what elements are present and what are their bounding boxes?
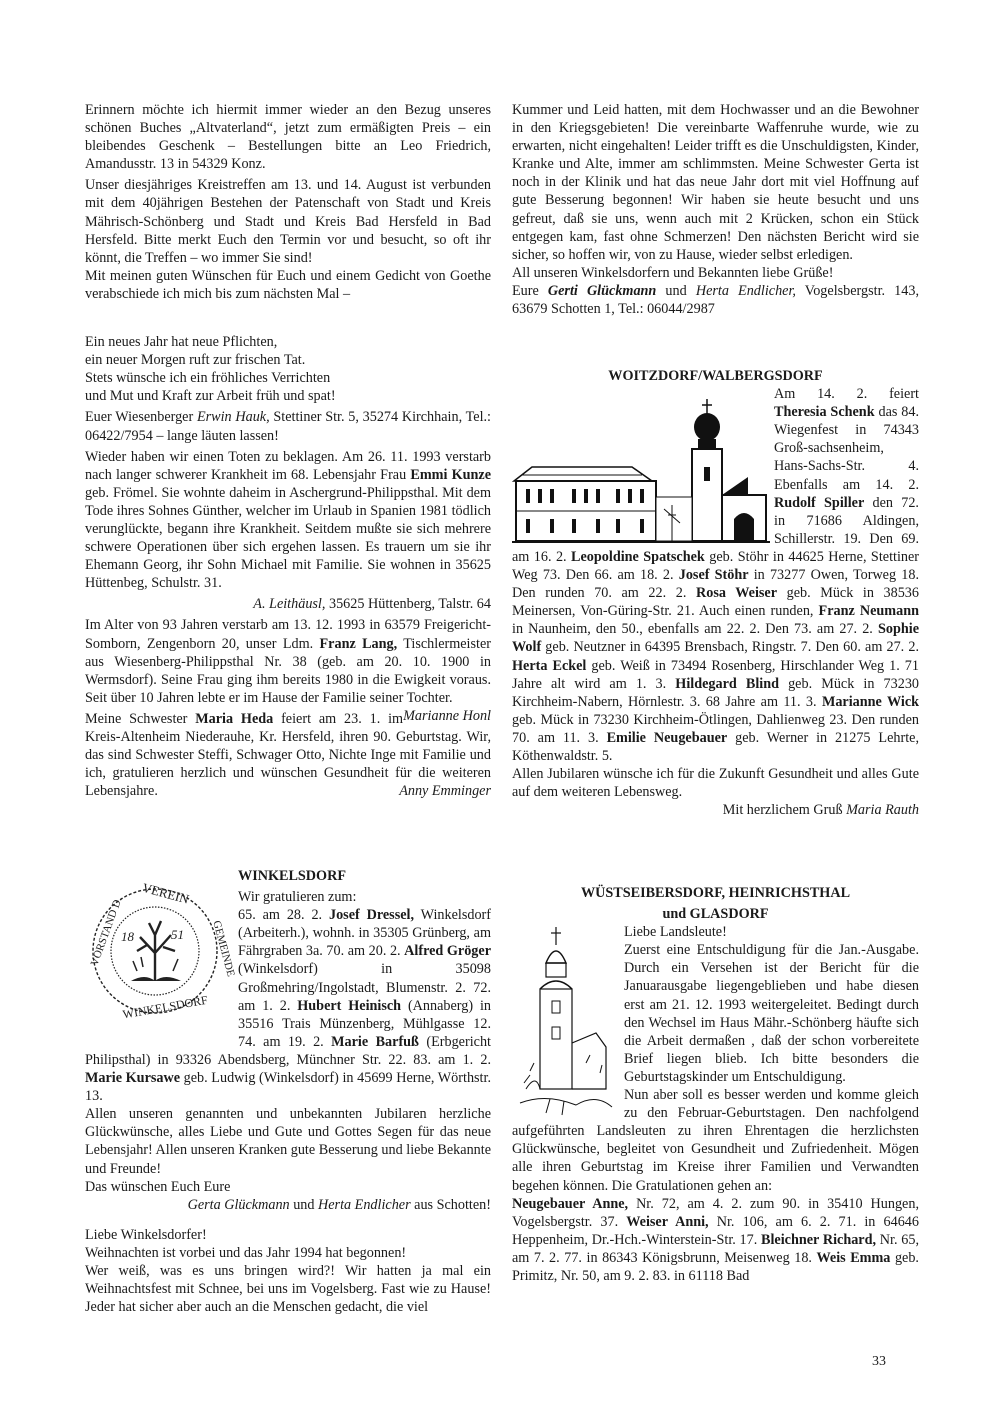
paragraph-meeting: Unser diesjähriges Kreistreffen am 13. und 14. August ist verbunden mit dem 40jährigen Bestehen der Patenschaft von Stadt und Kreis Mährisch-Schönberg und Stadt und Kreis Bad Hersfeld in Bad Hersfeld. Bitte merkt Euch den Termin vor und besucht, so oft ihr könnt, die Treffen – wo immer Sie sind! bbox=[85, 177, 491, 266]
poem-line: Ein neues Jahr hat neue Pflichten, bbox=[85, 334, 278, 351]
church-icon bbox=[512, 385, 770, 545]
winkelsdorf-seal bbox=[85, 873, 237, 1033]
letter-line: Weihnachten ist vorbei und das Jahr 1994 hat begonnen! bbox=[85, 1244, 407, 1261]
goethe-poem bbox=[85, 333, 491, 405]
woitzdorf-section bbox=[512, 367, 919, 822]
seal-icon bbox=[85, 873, 237, 1023]
paragraph-greetings: All unseren Winkelsdorfern und Bekannten liebe Grüße! bbox=[512, 264, 834, 281]
poem-line: ein neuer Morgen ruft zur frischen Tat. bbox=[85, 352, 306, 369]
signature-hauk: Euer Wiesenberger Erwin Hauk, Stettiner Str. 5, 35274 Kirchhain, Tel.: 06422/7954 – lange läuten lassen! bbox=[85, 409, 491, 444]
winkelsdorf-birthdays: Wir gratulieren zum: 65. am 28. 2. Josef Dressel, Winkelsdorf (Arbeiterh.), wohnh. in 35305 Grünberg, am Fährgraben 3a. 70. am 20. 2. Alfred Gröger (Winkelsdorf) in 35098 Großmehring/Ingolstadt, Blumenstr. 2. 72. am 1. 2. Hubert Heinisch (Annaberg) in 35516 Trais Münzenberg, Mühlgasse 12. 74. am 19. 2. Marie Barfuß (Erbgericht Philipsthal) in 93326 Abendsberg, Münchner Str. 22. 83. am 1. 2. Marie Kursawe geb. Ludwig (Winkelsdorf) in 45699 Herne, Wörthstr. 13. bbox=[85, 889, 491, 1105]
svg-text:WINKELSDORF: WINKELSDORF bbox=[121, 992, 209, 1022]
paragraph-farewell: Mit meinen guten Wünschen für Euch und einem Gedicht von Goethe verabschiede ich mich bis zum nächsten Mal – bbox=[85, 267, 491, 302]
church-illustration bbox=[512, 385, 770, 545]
woitzdorf-heading: WOITZDORF/WALBERGSDORF bbox=[608, 368, 823, 384]
svg-text:GEMEINDE: GEMEINDE bbox=[210, 919, 237, 978]
signature-leithaeusl: A. Leithäusl, 35625 Hüttenberg, Talstr. 64 bbox=[253, 596, 491, 613]
wuest-heading-1: WÜSTSEIBERSDORF, HEINRICHSTHAL bbox=[580, 885, 851, 901]
tower-illustration bbox=[516, 923, 616, 1119]
letter-body: Wer weiß, was es uns bringen wird?! Wir hatten ja mal ein Weihnachtsfest mit Schnee, bei uns im Vogelsberg. Fast wie zu Hause! Jeder hat sicher aber auch an die Menschen gedacht, die viel bbox=[85, 1262, 491, 1316]
wuestseibersdorf-section bbox=[512, 884, 919, 1285]
winkelsdorf-signature: Gerta Glückmann und Herta Endlicher aus Schotten! bbox=[187, 1196, 491, 1213]
wuest-heading-2: und GLASDORF bbox=[662, 906, 769, 923]
left-column-top bbox=[85, 101, 491, 803]
signature-glueckmann: Eure Gerti Glückmann und Herta Endlicher, Vogelsbergstr. 143, 63679 Schotten 1, Tel.: 06044/2987 bbox=[512, 282, 919, 318]
paragraph-book: Erinnern möchte ich hiermit immer wieder an den Bezug unseres schönen Buches „Altvaterland“, jetzt zum ermäßigten Preis – ein bleibendes Geschenk – Bestellungen bitte an Leo Friedrich, Amandusstr. 13 in 54329 Konz. bbox=[85, 102, 491, 173]
letter-greeting: Liebe Winkelsdorfer! bbox=[85, 1226, 207, 1243]
winkelsdorf-section bbox=[85, 867, 491, 1316]
wuest-apology: Zuerst eine Entschuldigung für die Jan.-Ausgabe. Durch ein Versehen ist der Bericht für die Januarausgabe liegengeblieben und habe diesen erst am 21. 12. 1993 weitergeleitet. Bedingt durch den Wechsel im Haus Mähr.-Schönberg häufte sich die Arbeit dermaßen , daß der schon vorbereitete Brief liegen blieb. Ich bitte besonders die Geburtstagskinder um Entschuldigung. bbox=[624, 942, 919, 1085]
page-number: 33 bbox=[872, 1354, 886, 1369]
signature-rauth: Mit herzlichem Gruß Maria Rauth bbox=[722, 802, 919, 819]
birthday-heda: Meine Schwester Maria Heda feiert am 23. 1. im Kreis-Altenheim Niederauhe, Kr. Hersfeld, ihren 90. Geburtstag. Wir, das sind Schwester Steffi, Schwager Otto, Nichte Inge mit Familie und ich, gratulieren herzlich und wünschen Gesundheit für die weiteren Lebensjahre. Anny Emminger bbox=[85, 710, 491, 800]
svg-text:18: 18 bbox=[121, 929, 134, 944]
poem-line: Stets wünsche ich ein fröhliches Verrichten bbox=[85, 370, 331, 387]
svg-text:VEREIN: VEREIN bbox=[140, 879, 191, 907]
wuest-greeting: Liebe Landsleute! bbox=[624, 924, 727, 941]
paragraph-hochwasser: Kummer und Leid hatten, mit dem Hochwasser und an die Bewohner in den Kriegsgebieten! Die vereinbarte Waffenruhe wurde, wie zu erwarten, nicht eingehalten! Leider trifft es die Unschuldigsten, Kinder, Kranke und Alte, immer am schlimmsten. Meine Schwester Gerta ist noch in der Klinik und hat das neue Jahr dort mit viel Hoffnung auf gute Besserung begonnen! Wir haben sie heute besucht und uns gefreut, daß sie uns, wenn auch mit 2 Krücken, schon ein Stück entgegen kam, fast ohne Schmerzen! Den nächsten Bericht wird sie sicher, so hoffen wir, von zu Hause, wieder selbst erledigen. bbox=[512, 102, 919, 263]
right-column-top bbox=[512, 101, 919, 318]
woitzdorf-birthdays: Am 14. 2. feiert Theresia Schenk das 84. Wiegenfest in 74343 Groß-sachsenheim, Hans-Sachs-Str. 4. Ebenfalls am 14. 2. Rudolf Spiller den 72. in 71686 Aldingen, Schillerstr. 19. Den 69. am 16. 2. Leopoldine Spatschek geb. Stöhr in 44625 Herne, Stettiner Weg 73. Den 66. am 18. 2. Josef Stöhr in 73277 Owen, Torweg 18. Den runden 70. am 22. 2. Rosa Weiser geb. Mück in 38536 Meinersen, Von-Güring-Str. 21. Auch einen runden, Franz Neumann in Naunheim, den 50., ebenfalls am 22. 2. Den 73. am 27. 2. Sophie Wolf geb. Neutzner in 64395 Brensbach, Ringstr. 7. Den 60. am 27. 2. Herta Eckel geb. Weiß in 73494 Rosenberg, Hirschlander Weg 1. 71 Jahre alt wird am 1. 3. Hildegard Blind geb. Mück in 73230 Kirchheim-Nabern, Hörnlestr. 3. 68 Jahre am 11. 3. Marianne Wick geb. Mück in 73230 Kirchheim-Ötlingen, Dahlienweg 23. Den runden 70. am 11. 3. Emilie Neugebauer geb. Werner in 21275 Lehrte, Köthenwaldstr. 5. bbox=[512, 386, 920, 764]
tower-icon bbox=[516, 923, 616, 1119]
winkelsdorf-wishes: Allen unseren genannten und unbekannten Jubilaren herzliche Glückwünsche, alles Liebe und Gute und Gottes Segen für das neue Lebensjahr! Allen unseren Kranken gute Besserung und liebe Bekannte und Freunde! bbox=[85, 1106, 491, 1177]
wuest-birthdays: Neugebauer Anne, Nr. 72, am 4. 2. zum 90. in 35410 Hungen, Vogelsbergstr. 37. Weiser Anni, Nr. 106, am 6. 2. 71. in 64646 Heppenheim, Dr.-Hch.-Winterstein-Str. 17. Bleichner Richard, Nr. 65, am 7. 2. 77. in 86343 Königsbrunn, Meisenweg 18. Weis Emma geb. Primitz, Nr. 50, am 9. 2. 83. in 61118 Bad bbox=[512, 1195, 919, 1284]
poem-line: und Mut und Kraft zur Arbeit früh und spat! bbox=[85, 388, 336, 405]
svg-text:VORSTAND D.: VORSTAND D. bbox=[88, 895, 125, 968]
winkelsdorf-from: Das wünschen Euch Eure bbox=[85, 1178, 231, 1195]
winkelsdorf-heading: WINKELSDORF bbox=[238, 868, 346, 884]
woitzdorf-wishes: Allen Jubilaren wünsche ich für die Zukunft Gesundheit und alles Gute auf dem weiteren Lebensweg. bbox=[512, 766, 919, 801]
svg-text:51: 51 bbox=[171, 927, 184, 942]
wuest-intro: Nun aber soll es besser werden und komme gleich zu den Februar-Geburtstagen. Den nachfolgend aufgeführten Landsleuten zu ihren Ehrentagen die herzlichsten Glückwünsche, begleitet von Gesundheit und Zufriedenheit. Mögen alle ihren Geburtstag im Kreise ihrer Familien und Verwandten begehen können. Die Gratulationen gehen an: bbox=[512, 1087, 919, 1194]
obituary-kunze: Wieder haben wir einen Toten zu beklagen. Am 26. 11. 1993 verstarb nach langer schwerer Krankheit im 68. Lebensjahr Frau Emmi Kunze geb. Frömel. Sie wohnte daheim in Aschergrund-Philippsthal. Mit dem Tode ihres Sohnes Günther, welcher im Urlaub in Spanien 1981 tödlich verunglückte, begann ihre Krankheit. Seitdem mußte sie sich mehrere schwere Operationen über sich ergehen lassen. Es trauern um sie ihr Ehemann Georg, ihr Sohn Michael mit Familie. Sie wohnen in 35625 Hüttenbeg, Schulstr. 31. bbox=[85, 448, 492, 592]
obituary-lang: Im Alter von 93 Jahren verstarb am 13. 12. 1993 in 63579 Freigericht-Somborn, Zengenborn 20, unser Ldm. Franz Lang, Tischlermeister aus Wiesenberg-Philippsthal Nr. 38 (geb. am 20. 10. 1900 in Wermsdorf). Seine Frau ging ihm bereits 1980 in die Ewigkeit voraus. Seit über 10 Jahren lebte er im Hause der Familie seiner Tochter. Marianne Honl bbox=[85, 617, 491, 724]
